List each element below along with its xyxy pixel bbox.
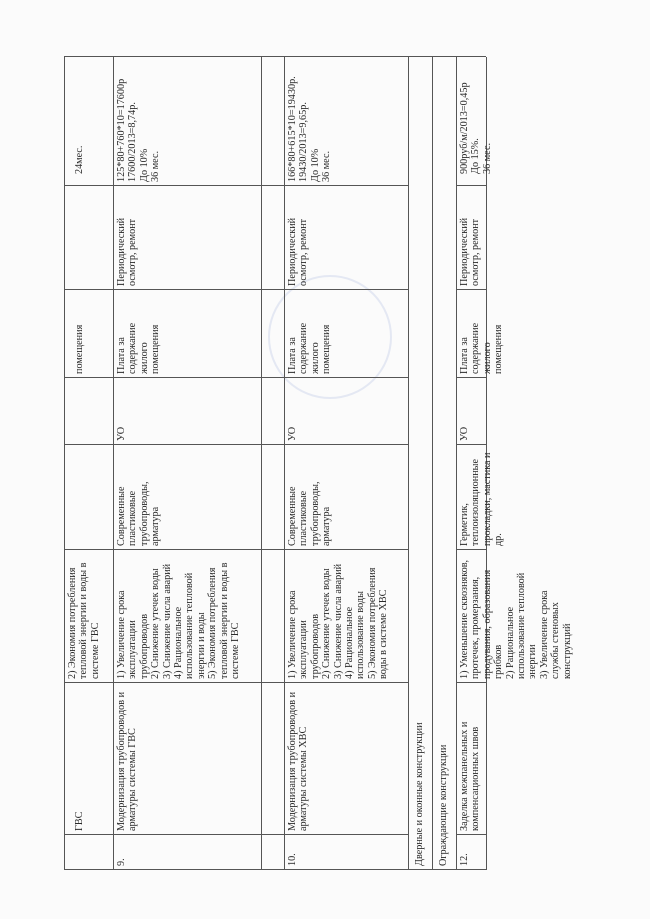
cell-name: Модернизация трубопроводов и арматуры системы ГВС <box>116 691 139 831</box>
cell-calc: 24мес. <box>74 145 85 174</box>
cell-executor: УО <box>287 426 298 441</box>
cell-num: 10. <box>287 853 298 866</box>
cell-source: помещения <box>74 324 85 374</box>
col-divider <box>261 444 284 445</box>
cell-executor: УО <box>459 426 470 441</box>
cell-control: Периодический осмотр, ремонт <box>116 217 139 286</box>
cell-materials: Современные пластиковые трубопроводы, арматура <box>287 481 333 546</box>
col-divider <box>261 185 284 186</box>
cell-control: Периодический осмотр, ремонт <box>287 217 310 286</box>
cell-num: 12. <box>459 853 470 866</box>
cell-calc: 166*80+615*10=19430р. 19430/2013=9,65р. До 10% 36 мес. <box>287 76 333 182</box>
col-divider <box>261 289 284 290</box>
cell-source: Плата за содержание жилого помещения <box>287 322 333 374</box>
cell-calc: 900руб/м/2013=0,45р До 15%. 36 мес. <box>459 82 493 174</box>
col-divider <box>261 377 284 378</box>
cell-source: Плата за содержание жилого помещения <box>116 322 162 374</box>
col-divider <box>261 834 284 835</box>
cell-materials: Современные пластиковые трубопроводы, арматура <box>116 481 162 546</box>
cell-name: Заделка межпанельных и компенсационных швов <box>459 721 482 831</box>
col-divider <box>261 549 284 550</box>
cell-name: ГВС <box>74 811 85 831</box>
cell-source: Плата за содержание жилого помещения <box>459 322 505 374</box>
cell-executor: УО <box>116 426 127 441</box>
cell-num: 9. <box>116 858 127 866</box>
cell-calc: 125*80+760*10=17600р 17600/2013=8,74р. До 10% 36 мес. <box>116 78 162 182</box>
cell-name: Модернизация трубопроводов и арматуры системы ХВС <box>287 691 310 831</box>
section-enclosing: Ограждающие конструкции <box>438 744 449 866</box>
col-divider <box>261 682 284 683</box>
row-divider <box>261 57 262 870</box>
section-doors-windows: Дверные и оконные конструкции <box>414 722 425 866</box>
cell-control: Периодический осмотр, ремонт <box>459 217 482 286</box>
cell-materials: Герметик, теплоизоляционные прокладки, мастика и др. <box>459 452 505 546</box>
cell-effect: 1) Уменьшение сквозняков, протечек, промерзания, продувания, образования грибков 2) Рациональное использование тепловой энергии 3) Увеличение срока службы стеновых конструкций <box>459 559 573 679</box>
cell-effect: 2) Экономия потребления тепловой энергии и воды в системе ГВС <box>67 562 101 679</box>
cell-effect: 1) Увеличение срока эксплуатации трубопроводов 2) Снижение утечек воды 3) Снижение числа аварий 4) Рациональное использование тепловой энергии и воды 5) Экономия потребления тепловой энергии и воды в системе ГВС <box>116 562 242 679</box>
cell-effect: 1) Увеличение срока эксплуатации трубопроводов 2) Снижение утечек воды 3) Снижение числа аварий 4) Рациональное использование воды 5) Экономия потребления воды в системе ХВС <box>287 563 390 679</box>
